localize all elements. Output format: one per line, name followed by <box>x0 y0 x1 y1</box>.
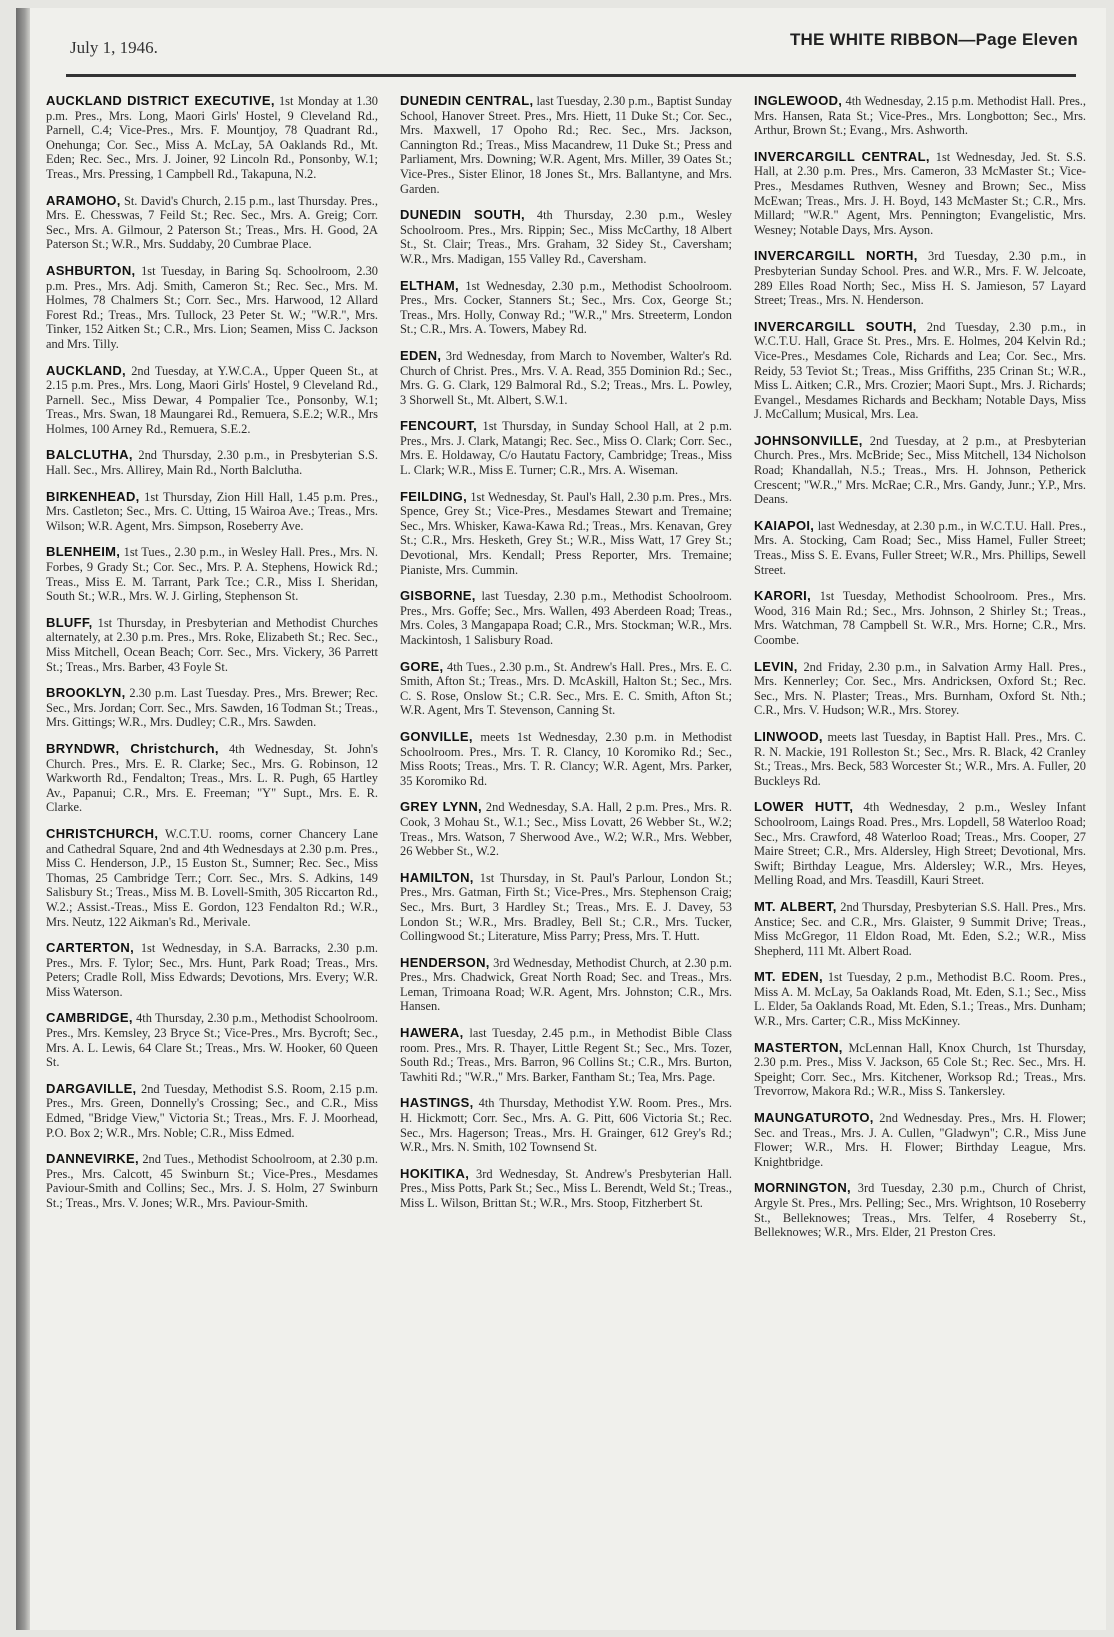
branch-name: GORE, <box>400 658 444 674</box>
branch-entry <box>46 264 378 352</box>
branch-name: HASTINGS, <box>400 1095 474 1111</box>
branch-name: BRYNDWR, Christchurch, <box>46 740 219 756</box>
branch-entry <box>754 900 1086 958</box>
branch-entry <box>400 419 732 477</box>
branch-entry <box>46 742 378 815</box>
branch-name: CARTERTON, <box>46 940 134 956</box>
branch-details: 1st Wednesday, St. Paul's Hall, 2.30 p.m. Pres., Mrs. Spence, Grey St.; Vice-Pres., Mesdames Stewart and Tremaine; Sec., Mrs. Whisker, Kawa-Kawa Rd.; Treas., Mrs. Kenavan, Grey St.; C.R., Mrs. Hesketh, Grey St.; W.R., Miss Watt, 17 Grey St.; Devotional, Mrs. Kendall; Press Reporter, Mrs. Tremaine; Pianiste, Mrs. Cummin. <box>400 489 732 577</box>
branch-name: HAMILTON, <box>400 869 474 885</box>
column-2 <box>400 94 732 1620</box>
branch-details: 1st Thursday, in St. Paul's Parlour, London St.; Pres., Mrs. Gatman, Firth St.; Vice-Pres., Mrs. Stephenson Craig; Sec., Mrs. Burt, 3 Hardley St.; Treas., Mrs. E. J. Davey, 53 London St.; W.R., Mrs. Bradley, Bell St.; C.R., Mrs. Tucker, Collingwood St.; Literature, Miss Parry; Press, Mrs. T. Hutt. <box>400 870 732 944</box>
newspaper-page <box>16 8 1106 1630</box>
branch-entry <box>46 490 378 534</box>
branch-name: CHRISTCHURCH, <box>46 825 159 841</box>
branch-entry <box>400 956 732 1014</box>
branch-details: 1st Thursday, in Presbyterian and Methodist Churches alternately, at 2.30 p.m. Pres., Mrs. Roke, Elizabeth St.; Rec. Sec., Miss Mitchell, Ocean Beach; Corr. Sec., Mrs. Vickery, 36 Parrett St.; Treas., Mrs. Barber, 43 Foyle St. <box>46 615 378 674</box>
branch-details: McLennan Hall, Knox Church, 1st Thursday, 2.30 p.m. Pres., Miss V. Jackson, 65 Cole St.; Rec. Sec., Mrs. H. Speight; Corr. Sec., Mrs. Kitchener, Worksop Rd.; Treas., Mrs. Trevorrow, Makora Rd.; W.R., Miss S. Tankersley. <box>754 1040 1086 1099</box>
branch-entry <box>400 349 732 407</box>
column-3 <box>754 94 1086 1620</box>
branch-entry <box>754 1181 1086 1239</box>
branch-entry <box>46 364 378 437</box>
branch-name: BLENHEIM, <box>46 544 121 560</box>
branch-name: BROOKLYN, <box>46 685 126 701</box>
branch-entry <box>754 150 1086 238</box>
branch-details: 1st Wednesday, in S.A. Barracks, 2.30 p.m. Pres., Mrs. F. Tylor; Sec., Mrs. Hunt, Park Road; Treas., Mrs. Peters; Cradle Roll, Miss Edwards; Devotions, Mrs. Every; W.R. Miss Waterson. <box>46 941 378 999</box>
branch-name: LINWOOD, <box>754 728 823 744</box>
branch-name: AUCKLAND, <box>46 362 126 378</box>
running-title: THE WHITE RIBBON—Page Eleven <box>789 30 1078 49</box>
branch-entry <box>400 1026 732 1084</box>
branch-entry <box>754 249 1086 307</box>
branch-entry <box>754 1111 1086 1169</box>
branch-name: INVERCARGILL CENTRAL, <box>754 148 930 164</box>
branch-name: BLUFF, <box>46 614 93 630</box>
branch-name: BALCLUTHA, <box>46 447 133 463</box>
branch-name: ASHBURTON, <box>46 262 136 278</box>
branch-details: 1st Tuesday, in Baring Sq. Schoolroom, 2.30 p.m. Pres., Mrs. Adj. Smith, Cameron St.; Rec. Sec., Mrs. M. Holmes, 78 Chalmers St.; Corr. Sec., Mrs. Harwood, 12 Allard Forest Rd.; Treas., Mrs. Tullock, 23 Peter St. W.; "W.R.", Mrs. Tinker, 152 Aitken St.; C.R., Mrs. Lion; Seamen, Miss C. Jackson and Mrs. Tilly. <box>46 263 378 351</box>
branch-details: 2nd Thursday, 2.30 p.m., in Presbyterian S.S. Hall. Sec., Mrs. Allirey, Main Rd., North Balclutha. <box>46 448 378 478</box>
branch-name: GREY LYNN, <box>400 799 482 815</box>
branch-name: GONVILLE, <box>400 728 473 744</box>
branch-details: 4th Thursday, 2.30 p.m., Wesley Schoolroom. Pres., Mrs. Rippin; Sec., Miss McCarthy, 18 Albert St., St. Clair; Treas., Mrs. Graham, 32 Sidey St., Caversham; W.R., Mrs. Madigan, 155 Valley Rd., Caversham. <box>400 208 732 266</box>
branch-details: 4th Thursday, 2.30 p.m., Methodist Schoolroom. Pres., Mrs. Kemsley, 23 Bryce St.; Vice-Pres., Mrs. Bycroft; Sec., Mrs. A. L. Lewis, 64 Clare St.; Treas., Mrs. W. Hooker, 60 Queen St. <box>46 1011 378 1070</box>
branch-details: 4th Wednesday, St. John's Church. Pres., Mrs. E. R. Clarke; Sec., Mrs. G. Robinson, 12 Warkworth Rd., Fendalton; Treas., Mrs. L. R. Pugh, 65 Hartley Av., Papanui; C.R., Mrs. E. Freeman; "Y" Supt., Mrs. E. R. Clarke. <box>46 741 378 815</box>
branch-details: 3rd Tuesday, 2.30 p.m., Church of Christ, Argyle St. Pres., Mrs. Pelling; Sec., Mrs. Wrightson, 10 Roseberry St., Belleknowes; Treas., Mrs. Telfer, 4 Roseberry St., Belleknowes; W.R., Mrs. Elder, 21 Preston Cres. <box>754 1181 1086 1240</box>
branch-name: MT. ALBERT, <box>754 898 837 914</box>
branch-name: MASTERTON, <box>754 1039 843 1055</box>
header-rule <box>66 74 1076 77</box>
branch-details: 2nd Tuesday, 2.30 p.m., in W.C.T.U. Hall, Grace St. Pres., Mrs. E. Holmes, 204 Kelvin Rd.; Vice-Pres., Mesdames Cole, Richards and Lea; Cor. Sec., Mrs. Reidy, 53 Teviot St.; Treas., Miss Griffiths, 235 Crinan St.; W.R., Miss L. Aitken; C.R., Mrs. Crozier; Maori Supt., Mrs. J. Richards; Evangel., Mesdames Richards and Beckham; Notable Days, Miss J. McCallum; Musical, Mrs. Lea. <box>754 319 1086 422</box>
branch-details: 3rd Tuesday, 2.30 p.m., in Presbyterian Sunday School. Pres. and W.R., Mrs. F. W. Jelcoate, 289 Elles Road North; Sec., Miss H. S. Jamieson, 57 Layard Street; Treas., Mrs. N. Henderson. <box>754 249 1086 308</box>
branch-details: 3rd Wednesday, Methodist Church, at 2.30 p.m. Pres., Mrs. Chadwick, Great North Road; Sec. and Treas., Mrs. Leman, Trimoana Road; W.R. Agent, Mrs. Johnston; C.R., Mrs. Hansen. <box>400 955 732 1014</box>
branch-entry <box>46 1011 378 1069</box>
branch-name: DARGAVILLE, <box>46 1080 137 1096</box>
branch-details: meets last Tuesday, in Baptist Hall. Pres., Mrs. C. R. N. Mackie, 191 Rolleston St.; Sec., Mrs. R. Black, 42 Cranley St.; Treas., Mrs. Beck, 583 Worcester St.; W.R., Mrs. A. Fuller, 20 Buckleys Rd. <box>754 729 1086 788</box>
branch-name: GISBORNE, <box>400 588 476 604</box>
branch-entry <box>400 1167 732 1211</box>
branch-details: 2.30 p.m. Last Tuesday. Pres., Mrs. Brewer; Rec. Sec., Mrs. Jordan; Corr. Sec., Mrs. Sawden, 16 Todman St.; Treas., Mrs. Gittings; W.R., Mrs. Dudley; C.R., Mrs. Sawden. <box>46 686 378 730</box>
directory-columns <box>46 94 1086 1620</box>
branch-name: AUCKLAND DISTRICT EXECUTIVE, <box>46 94 275 108</box>
branch-details: last Tuesday, 2.45 p.m., in Methodist Bible Class room. Pres., Mrs. R. Thayer, Little Regent St.; Sec., Mrs. Tozer, South Rd.; Treas., Mrs. Barron, 96 Collins St.; C.R., Mrs. Burton, Tawhiti Rd.; "W.R.," Mrs. Barker, Fantham St.; Tea, Mrs. Page. <box>400 1026 732 1084</box>
branch-name: HAWERA, <box>400 1025 464 1041</box>
branch-details: 3rd Wednesday, from March to November, Walter's Rd. Church of Christ. Pres., Mrs. V. A. Read, 355 Dominion Rd.; Sec., Mrs. G. G. Clark, 129 Balmoral Rd., S.2; Treas., Mrs. L. Powley, 3 Shorwell St., Mt. Albert, S.W.1. <box>400 348 732 407</box>
branch-details: 1st Tuesday, 2 p.m., Methodist B.C. Room. Pres., Miss A. M. McLay, 5a Oaklands Road, Mt. Eden, S.1.; Sec., Miss L. Elder, 5a Oaklands Road, Mt. Eden, S.1.; Treas., Mrs. Dunham; W.R., Mrs. Carter; C.R., Miss McKinney. <box>754 970 1086 1029</box>
branch-name: MT. EDEN, <box>754 969 823 985</box>
column-1 <box>46 94 378 1620</box>
branch-details: last Tuesday, 2.30 p.m., Baptist Sunday School, Hanover Street. Pres., Mrs. Hiett, 11 Duke St.; Cor. Sec., Mrs. Maxwell, 17 Opoho Rd.; Rec. Sec., Mrs. Jackson, Cannington Rd.; Treas., Miss Macandrew, 11 Duke St.; Press and Parliament, Mrs. Downing; W.R. Agent, Mrs. Miller, 39 Oates St.; Vice-Pres., Sister Elinor, 18 Jones St., Mrs. Ballantyne, and Mrs. Garden. <box>400 94 732 196</box>
branch-name: HOKITIKA, <box>400 1165 470 1181</box>
branch-details: 2nd Wednesday, S.A. Hall, 2 p.m. Pres., Mrs. R. Cook, 3 Mohau St., W.1.; Sec., Miss Lovatt, 26 Webber St., W.2; Treas., Mrs. Watson, 7 Sherwood Ave., W.2; W.R., Mrs. Webber, 26 Webber St., W.2. <box>400 800 732 859</box>
branch-details: St. David's Church, 2.15 p.m., last Thursday. Pres., Mrs. E. Chesswas, 7 Feild St.; Rec. Sec., Mrs. A. Greig; Corr. Sec., Mrs. A. Gilmour, 2 Paterson St.; Treas., Mrs. H. Good, 2A Paterson St.; W.R., Mrs. Suddaby, 20 Cumbrae Place. <box>46 193 378 252</box>
branch-name: BIRKENHEAD, <box>46 488 140 504</box>
branch-details: 1st Tues., 2.30 p.m., in Wesley Hall. Pres., Mrs. N. Forbes, 9 Grady St.; Cor. Sec., Mrs. P. A. Stephens, Howick Rd.; Treas., Miss E. M. Tarrant, Park Tce.; C.R., Miss I. Sheridan, South St.; W.R., Mrs. W. J. Girling, Stephenson St. <box>46 545 378 604</box>
branch-details: 2nd Friday, 2.30 p.m., in Salvation Army Hall. Pres., Mrs. Kennerley; Cor. Sec., Mrs. Andricksen, Oxford St.; Rec. Sec., Mrs. N. Plaster; Treas., Mrs. Burnham, Oxford St. Nth.; C.R., Mrs. V. Hudson; W.R., Mrs. Storey. <box>754 659 1086 718</box>
branch-entry <box>754 730 1086 788</box>
branch-details: 4th Wednesday, 2.15 p.m. Methodist Hall. Pres., Mrs. Hansen, Rata St.; Vice-Pres., Mrs. Longbotton; Sec., Mrs. Arthur, Brown St.; Evang., Mrs. Ashworth. <box>754 94 1086 138</box>
branch-entry <box>46 94 378 182</box>
branch-details: 2nd Tues., Methodist Schoolroom, at 2.30 p.m. Pres., Mrs. Calcott, 45 Swinburn St.; Vice-Pres., Mesdames Paviour-Smith and Collins; Sec., Mrs. J. S. Holm, 27 Swinburn St.; Treas., Mrs. V. Jones; W.R., Mrs. Paviour-Smith. <box>46 1152 378 1210</box>
branch-name: MORNINGTON, <box>754 1180 851 1196</box>
branch-name: INGLEWOOD, <box>754 94 843 108</box>
branch-entry <box>400 660 732 718</box>
branch-name: INVERCARGILL SOUTH, <box>754 318 917 334</box>
branch-entry <box>46 686 378 730</box>
issue-date: July 1, 1946. <box>70 38 158 57</box>
branch-entry <box>46 448 378 477</box>
branch-details: last Wednesday, at 2.30 p.m., in W.C.T.U. Hall. Pres., Mrs. A. Stocking, Cam Road; Sec., Miss Hamel, Fuller Street; Treas., Miss S. E. Evans, Fuller Street; W.R., Mrs. Phillips, Sewell Street. <box>754 518 1086 577</box>
branch-entry <box>400 208 732 266</box>
binding-spine <box>16 8 30 1630</box>
branch-details: 2nd Tuesday, Methodist S.S. Room, 2.15 p.m. Pres., Mrs. Green, Donnelly's Crossing; Sec., and C.R., Miss Edmed, "Bridge View," Victoria St.; Treas., Mrs. F. J. Moorhead, P.O. Box 2; W.R., Mrs. Noble; C.R., Miss Edmed. <box>46 1081 378 1140</box>
branch-name: LEVIN, <box>754 658 798 674</box>
branch-details: 1st Thursday, in Sunday School Hall, at 2 p.m. Pres., Mrs. J. Clark, Matangi; Rec. Sec., Miss O. Clark; Corr. Sec., Mrs. E. Holdaway, C/o Hautatu Factory, Cambridge; Treas., Miss L. Clark; W.R., Miss E. Turner; C.R., Mrs. A. Wiseman. <box>400 419 732 478</box>
branch-entry <box>754 800 1086 888</box>
branch-name: KARORI, <box>754 588 811 604</box>
branch-entry <box>754 320 1086 422</box>
branch-name: ARAMOHO, <box>46 192 121 208</box>
branch-entry <box>400 1096 732 1154</box>
branch-name: CAMBRIDGE, <box>46 1010 133 1026</box>
branch-details: 2nd Tuesday, at Y.W.C.A., Upper Queen St., at 2.15 p.m. Pres., Mrs. Long, Maori Girls' Hostel, 9 Cleveland Rd., Parnell. Sec., Miss Dewar, 4 Pompalier Tce., Ponsonby, W.1; Treas., Mrs. Swan, 18 Maungarei Rd., Remuera, S.E.2; W.R., Mrs Holmes, 100 Arney Rd., Remuera, S.E.2. <box>46 363 378 436</box>
branch-entry <box>46 1152 378 1210</box>
branch-entry <box>46 1082 378 1140</box>
branch-details: 1st Tuesday, Methodist Schoolroom. Pres., Mrs. Wood, 316 Main Rd.; Sec., Mrs. Johnson, 2 Shirley St.; Treas., Mrs. Watchman, 78 Campbell St. W.R., Mrs. Horne; C.R., Mrs. Coombe. <box>754 589 1086 647</box>
branch-entry <box>754 434 1086 507</box>
branch-details: 1st Wednesday, 2.30 p.m., Methodist Schoolroom. Pres., Mrs. Cocker, Stanners St.; Sec., Mrs. Cox, George St.; Treas., Mrs. Holly, Conway Rd.; "W.R.," Mrs. Streeterm, London St.; C.R., Mrs. A. Towers, Mabey Rd. <box>400 278 732 337</box>
branch-details: 2nd Thursday, Presbyterian S.S. Hall. Pres., Mrs. Anstice; Sec. and C.R., Mrs. Glaister, 9 Summit Drive; Treas., Miss McGregor, 11 Eldon Road, Mt. Eden, S.2.; W.R., Miss Shepherd, 111 Mt. Albert Road. <box>754 899 1086 958</box>
branch-entry <box>46 616 378 674</box>
branch-name: FENCOURT, <box>400 418 478 434</box>
branch-entry <box>754 94 1086 138</box>
branch-name: INVERCARGILL NORTH, <box>754 248 918 264</box>
branch-name: JOHNSONVILLE, <box>754 432 863 448</box>
branch-entry <box>46 941 378 999</box>
branch-details: 4th Thursday, Methodist Y.W. Room. Pres., Mrs. H. Hickmott; Corr. Sec., Mrs. A. G. Pitt, 606 Victoria St.; Rec. Sec., Mrs. Hagerson; Treas., Mrs. H. Grainger, 612 Grey's Rd.; W.R., Mrs. N. Smith, 102 Townsend St. <box>400 1096 732 1155</box>
branch-name: MAUNGATUROTO, <box>754 1110 874 1126</box>
branch-entry <box>400 589 732 647</box>
branch-details: meets 1st Wednesday, 2.30 p.m. in Methodist Schoolroom. Pres., Mrs. T. R. Clancy, 10 Koromiko Rd.; Sec., Miss Roots; Treas., Mrs. T. R. Clancy; W.R. Agent, Mrs. Parker, 35 Koromiko Rd. <box>400 729 732 788</box>
branch-entry <box>46 545 378 603</box>
branch-name: KAIAPOI, <box>754 517 815 533</box>
branch-entry <box>400 94 732 196</box>
branch-entry <box>754 519 1086 577</box>
branch-details: 2nd Tuesday, at 2 p.m., at Presbyterian Church. Pres., Mrs. McBride; Sec., Miss Mitchell, 134 Nicholson Road; Khandallah, N.5.; Treas., Mrs. H. Johnson, Petherick Crescent; "W.R.," Mrs. McRae; C.R., Mrs. Gandy, Junr.; Y.P., Mrs. Deans. <box>754 433 1086 507</box>
branch-name: FEILDING, <box>400 488 467 504</box>
branch-name: HENDERSON, <box>400 954 490 970</box>
branch-name: DANNEVIRKE, <box>46 1151 139 1167</box>
branch-details: last Tuesday, 2.30 p.m., Methodist Schoolroom. Pres., Mrs. Goffe; Sec., Mrs. Wallen, 493 Aberdeen Road; Treas., Mrs. Coles, 3 Mangapapa Road; C.R., Mrs. Stockman; W.R., Mrs. Mackintosh, 1 Salisbury Road. <box>400 589 732 647</box>
branch-details: 1st Monday at 1.30 p.m. Pres., Mrs. Long, Maori Girls' Hostel, 9 Cleveland Rd., Parnell, C.4; Vice-Pres., Mrs. F. Mountjoy, 78 Quadrant Rd., Onehunga; Cor. Sec., Miss A. McLay, 5A Oaklands Rd., Mt. Eden; Rec. Sec., Mrs. J. Joiner, 92 Lincoln Rd., Ponsonby, W.1; Treas., Mrs. Pressing, 1 Campbell Rd., Takapuna, N.2. <box>46 94 378 181</box>
branch-name: ELTHAM, <box>400 277 459 293</box>
branch-details: 4th Wednesday, 2 p.m., Wesley Infant Schoolroom, Laings Road. Pres., Mrs. Lopdell, 58 Waterloo Road; Sec., Mrs. Crawford, 48 Waterloo Road; Treas., Mrs. Cooper, 27 Maire Street; C.R., Mrs. Aldersley, High Street; Devotional, Mrs. Swift; Birthday League, Mrs. Aldersley; W.R., Mrs. Heyes, Melling Road, and Mrs. Teasdill, Kauri Street. <box>754 800 1086 888</box>
branch-entry <box>754 589 1086 647</box>
branch-entry <box>754 1041 1086 1099</box>
branch-entry <box>400 730 732 788</box>
branch-details: 3rd Wednesday, St. Andrew's Presbyterian Hall. Pres., Miss Potts, Park St.; Sec., Miss L. Berendt, Weld St.; Treas., Miss L. Wilson, Brittan St.; W.R., Mrs. Stoop, Fitzherbert St. <box>400 1166 732 1210</box>
branch-details: 1st Wednesday, Jed. St. S.S. Hall, at 2.30 p.m. Pres., Mrs. Cameron, 33 McMaster St.; Vice-Pres., Mesdames Ruthven, Wesney and Brown; Sec., Miss McEwan; Treas., Mrs. J. H. Boyd, 143 McMaster St.; C.R., Mrs. Millard; "W.R." Agent, Mrs. Pennington; Evangelistic, Mrs. Wesney; Notable Days, Mrs. Ayson. <box>754 149 1086 237</box>
branch-entry <box>400 800 732 858</box>
branch-entry <box>754 660 1086 718</box>
branch-entry <box>400 490 732 578</box>
branch-details: 1st Thursday, Zion Hill Hall, 1.45 p.m. Pres., Mrs. Castleton; Sec., Mrs. C. Utting, 15 Wairoa Ave.; Treas., Mrs. Wilson; W.R. Agent, Mrs. Simpson, Roseberry Ave. <box>46 489 378 533</box>
branch-entry <box>400 871 732 944</box>
branch-entry <box>400 279 732 337</box>
branch-details: 4th Tues., 2.30 p.m., St. Andrew's Hall. Pres., Mrs. E. C. Smith, Afton St.; Treas., Mrs. D. McAskill, Halton St.; Sec., Mrs. C. S. Rose, Onslow St.; C.R. Sec., Mrs. E. C. Smith, Afton St.; W.R. Agent, Mrs T. Stevenson, Canning St. <box>400 659 732 718</box>
branch-details: 2nd Wednesday. Pres., Mrs. H. Flower; Sec. and Treas., Mrs. J. A. Cullen, "Gladwyn"; C.R., Miss June Flower; W.R., Mrs. H. Flower; Birthday League, Mrs. Knightbridge. <box>754 1111 1086 1169</box>
branch-entry <box>754 970 1086 1028</box>
branch-details: W.C.T.U. rooms, corner Chancery Lane and Cathedral Square, 2nd and 4th Wednesdays at 2.30 p.m. Pres., Miss C. Henderson, J.P., 15 Euston St., Sumner; Rec. Sec., Miss Thomas, 25 Cambridge Terr.; Corr. Sec., Mrs. S. Adkins, 149 Salisbury St.; Treas., Miss M. B. Lovell-Smith, 305 Riccarton Rd., W.2.; Assist.-Treas., Miss E. Gordon, 123 Fendalton Rd.; W.R., Mrs. Neutz, 122 Aikman's Rd., Merivale. <box>46 826 378 929</box>
branch-name: EDEN, <box>400 347 442 363</box>
branch-name: LOWER HUTT, <box>754 799 854 815</box>
branch-entry <box>46 194 378 252</box>
branch-name: DUNEDIN CENTRAL, <box>400 94 534 108</box>
branch-name: DUNEDIN SOUTH, <box>400 207 525 223</box>
branch-entry <box>46 827 378 929</box>
